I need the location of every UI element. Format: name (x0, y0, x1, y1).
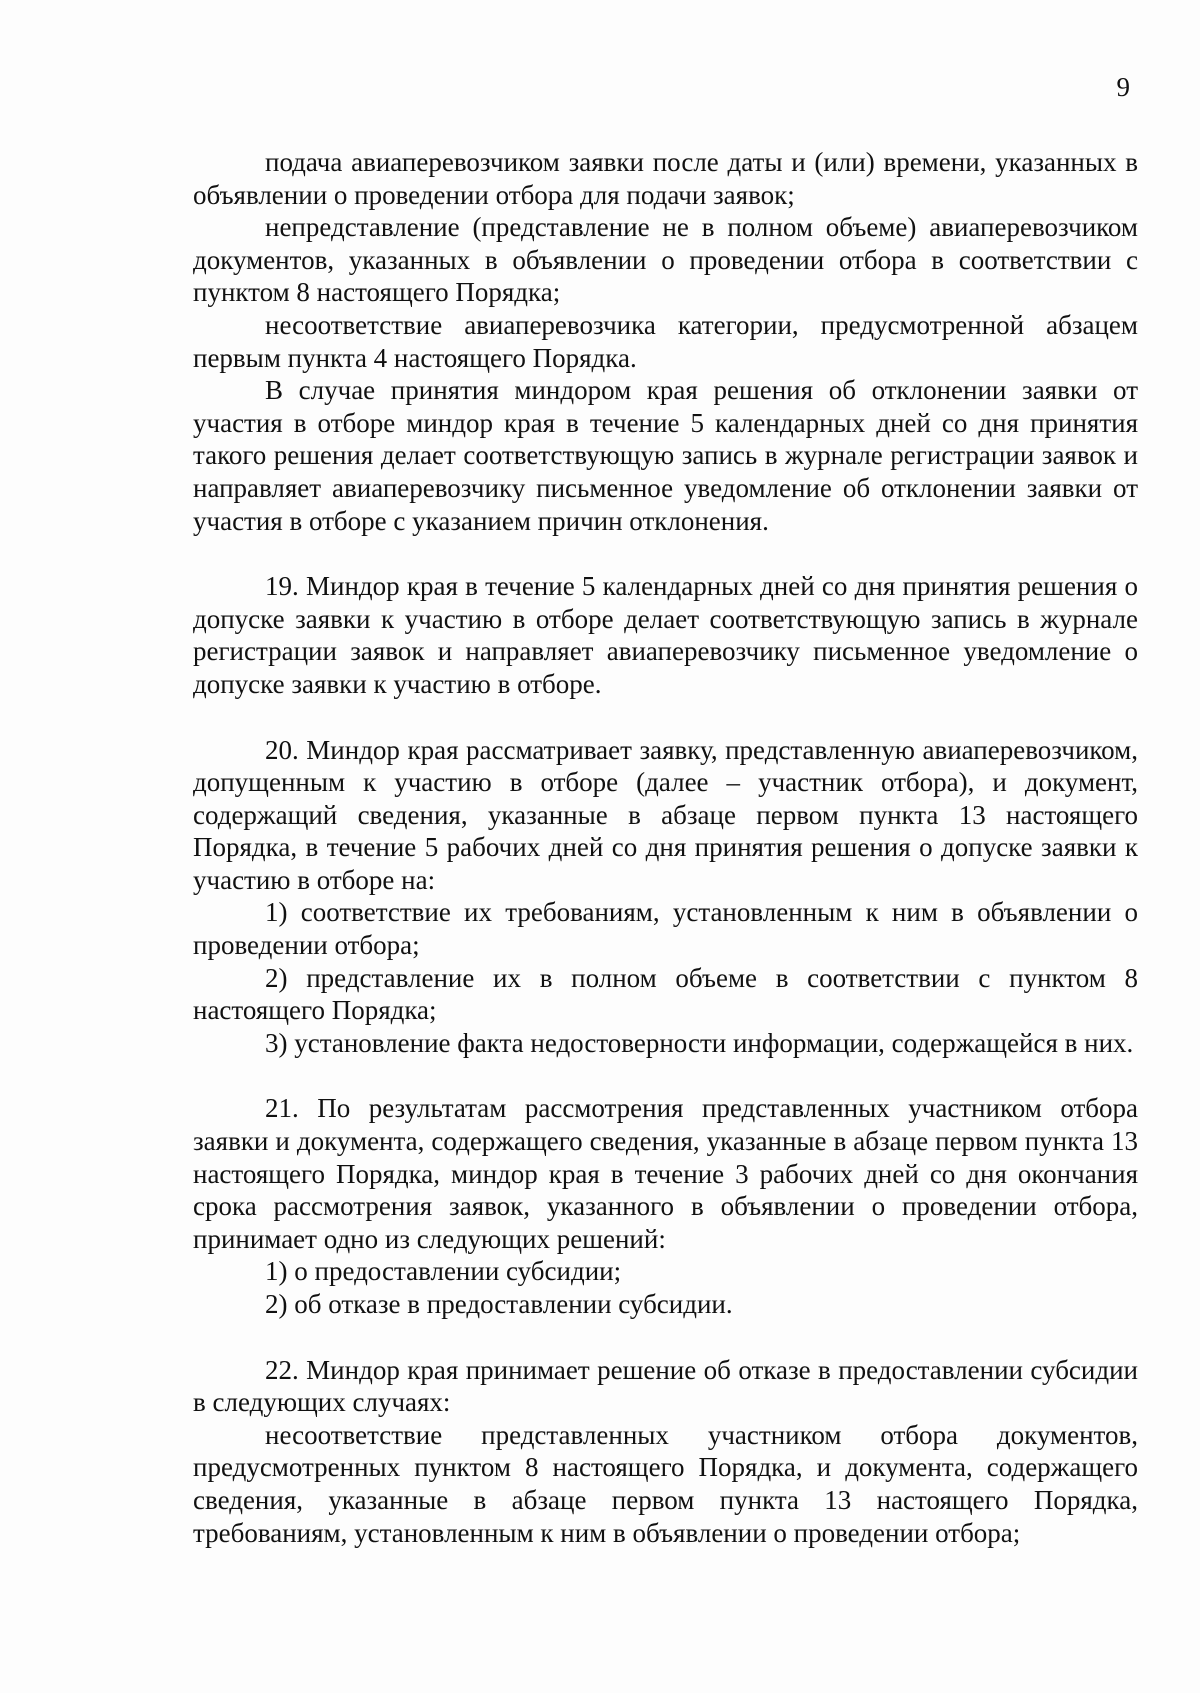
paragraph: несоответствие авиаперевозчика категории, предусмотренной абзацем первым пункта 4 настоящего Порядка. (193, 309, 1138, 373)
list-item: 2) представление их в полном объеме в соответствии с пунктом 8 настоящего Порядка; (193, 962, 1138, 1026)
list-item: 3) установление факта недостоверности информации, содержащейся в них. (265, 1027, 1134, 1058)
page-number: 9 (1116, 72, 1130, 102)
document-body (193, 146, 1138, 1549)
list-item: 1) о предоставлении субсидии; (265, 1256, 622, 1287)
paragraph-item-22: 22. Миндор края принимает решение об отказе в предоставлении субсидии в следующих случаях: (193, 1354, 1138, 1418)
list-item: 1) соответствие их требованиям, установленным к ним в объявлении о проведении отбора; (193, 897, 1138, 961)
paragraph: В случае принятия миндором края решения об отклонении заявки от участия в отборе миндор края в течение 5 календарных дней со дня принятия такого решения делает соответствующую запись в журнале регистрации заявок и направляет авиаперевозчику письменное уведомление об отклонении заявки от участия в отборе с указанием причин отклонения. (193, 375, 1138, 536)
list-item: 2) об отказе в предоставлении субсидии. (265, 1289, 733, 1319)
paragraph: несоответствие представленных участником отбора документов, предусмотренных пунктом 8 настоящего Порядка, и документа, содержащего сведения, указанные в абзаце первом пункта 13 настоящего Порядка, требованиям, установленным к ним в объявлении о проведении отбора; (193, 1419, 1138, 1548)
paragraph: непредставление (представление не в полном объеме) авиаперевозчиком документов, указанных в объявлении о проведении отбора в соответствии с пунктом 8 настоящего Порядка; (193, 212, 1138, 308)
paragraph: подача авиаперевозчиком заявки после даты и (или) времени, указанных в объявлении о проведении отбора для подачи заявок; (193, 147, 1138, 210)
paragraph-item-20: 20. Миндор края рассматривает заявку, представленную авиаперевозчиком, допущенным к участию в отборе (далее – участник отбора), и документ, содержащий сведения, указанные в абзаце первом пункта 13 настоящего Порядка, в течение 5 рабочих дней со дня принятия решения о допуске заявки к участию в отборе на: (193, 734, 1138, 895)
paragraph-item-21: 21. По результатам рассмотрения представленных участником отбора заявки и документа, содержащего сведения, указанные в абзаце первом пункта 13 настоящего Порядка, миндор края в течение 3 рабочих дней со дня окончания срока рассмотрения заявок, указанного в объявлении о проведении отбора, принимает одно из следующих решений: (193, 1093, 1138, 1254)
paragraph-item-19: 19. Миндор края в течение 5 календарных дней со дня принятия решения о допуске заявки к участию в отборе делает соответствующую запись в журнале регистрации заявок и направляет авиаперевозчику письменное уведомление о допуске заявки к участию в отборе. (193, 571, 1138, 699)
